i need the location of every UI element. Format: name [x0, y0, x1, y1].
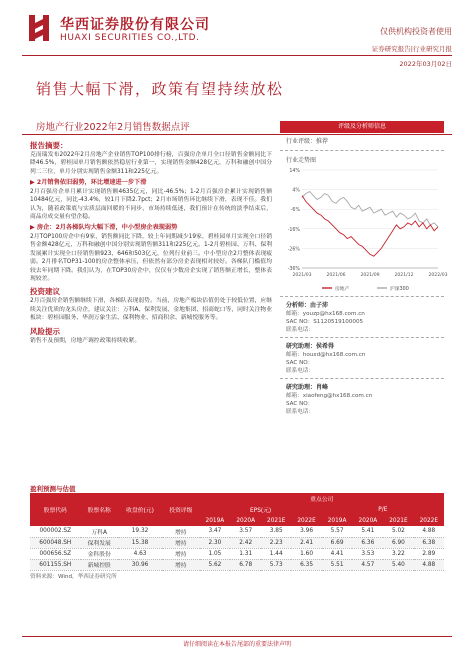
- rating-value: 推荐: [316, 138, 329, 145]
- report-type: 证券研究报告|行业研究月报: [371, 45, 452, 53]
- bullet-title-sales: ▶ 2月销售依旧弱势，环比增速进一步下滑: [30, 179, 147, 187]
- y-tick-label: 14%: [289, 169, 300, 174]
- legend-label: 房地产: [335, 287, 350, 292]
- bullet-text-developers: 2月TOP100房企中有9家，销售额同比下降，较上年同期减少19家，碧桂园单月实现全口径销售金额428亿元，万科和融创中国分别实现销售额311和225亿元。1-2月碧桂园、万科、保利发展累计实现全口径销售额923、646和503亿元，位列行业前三。中小型房企2月整体表现疲弱。2月排名TOP31-100的房企整体承压，但依然有部分房企表现相对较好。各梯队门槛值均较去年同期下降。我们认为，在TOP30房企中，仅仅有少数房企实现了销售额正增长，整体表现较差。: [30, 234, 272, 283]
- y-tick-label: -6%: [290, 208, 300, 214]
- company-name-cn: 华西证券股份有限公司: [60, 17, 210, 33]
- footer-divider: [22, 636, 452, 637]
- table-row: 601155.SH 新城控股 30.96 增持 5.62 6.78 5.73 6.35 5.51 4.57 5.40 4.88: [30, 559, 444, 570]
- series-line-房地产: [302, 196, 438, 257]
- huaxi-logo-icon: [28, 13, 50, 43]
- risk-text: 销售不及预期，房地产调控政策持续收紧。: [30, 337, 141, 344]
- trend-chart: [280, 166, 448, 296]
- trend-title: 行业走势图: [286, 157, 317, 164]
- x-tick-label: 2022/03: [428, 273, 448, 278]
- summary-intro: 克而瑞发布2022年2月房地产企业销售TOP100排行榜，百强房企单月全口径销售金额同比下降46.5%，碧桂园单月销售额依然稳居行业第一，实现销售金额428亿元，万科和融创中国分列二三位，单月分别实现销售金额311和225亿元。: [30, 152, 272, 175]
- summary-column: [30, 140, 272, 345]
- valuation-table: 重点公司 股票代码 股票名称 收盘价(元) 投资评级 EPS(元) P/E 2019A 2020A 2021E 2022E 2019A 2020A 2021E 2022E 000002.SZ 万科A 19.32 增持 3.47 3.57 3.85 3.96 5.57 5.41 5.02 4.88 600048.SH 保利发展 15.38 增持 2.30 2.42 2.23 2.41 6.69 6.36 6.90 6.38 000656.SZ 金科股份 4.63 增持 1.05 1.31 1.44 1.60 4.41 3.53 3.22 2.89 601155.SH 新城控股 30.96 增持 5.62 6.78 5.73 6.35 5.51 4.57 5.40 4.88: [30, 493, 444, 571]
- group-header: 重点公司: [200, 493, 444, 504]
- bullet-title-developers: ▶ 房企：2月各梯队均大幅下滑，中小型房企表现弱势: [30, 224, 178, 232]
- y-tick-label: -26%: [287, 247, 300, 253]
- table-row: 000656.SZ 金科股份 4.63 增持 1.05 1.31 1.44 1.60 4.41 3.53 3.22 2.89: [30, 548, 444, 559]
- table-row: 600048.SH 保利发展 15.38 增持 2.30 2.42 2.23 2.41 6.69 6.36 6.90 6.38: [30, 537, 444, 548]
- report-title: 销售大幅下滑，政策有望持续放松: [36, 80, 284, 98]
- col-price: 收盘价(元): [118, 504, 162, 515]
- col-rating: 投资评级: [162, 504, 199, 515]
- col-pe: P/E: [322, 504, 444, 515]
- tagline: 仅供机构投资者使用: [380, 27, 452, 36]
- invest-text: 2月百强房企销售额继续下滑，各梯队表现弱势。当前，房地产板块估值仍处于较低位置，应继续关注优质的龙头房企，建议关注：万科A、保利发展、金地集团、招商蛇口等，同时关注物业板块：碧桂园服务、华润万象生活、保利物业、招商积余、新城悦服务等。: [30, 298, 272, 322]
- analyst-2: 研究助理：侯希得 邮箱：houxd@hx168.com.cn SAC NO： 联系电话：: [280, 337, 444, 378]
- trend-chart-svg: [280, 166, 448, 296]
- x-tick-label: 2021/06: [326, 273, 346, 278]
- y-tick-label: 4%: [292, 188, 300, 194]
- analyst-email[interactable]: xiaofeng@hx168.com.cn: [302, 393, 373, 399]
- summary-heading: 报告摘要：: [30, 141, 68, 150]
- table-source: 资料来源：Wind，华西证券研究所: [30, 574, 117, 580]
- y-tick-label: -36%: [287, 267, 300, 272]
- analyst-1: 分析师：由子沛 邮箱：youzp@hx168.com.cn SAC NO：S1120519100005 联系电话：: [280, 296, 444, 337]
- bullet-text-sales: 2月百强房企单月累计实现销售额4635亿元，同比-46.5%；1-2月百强房企累计实现销售额10484亿元，同比-43.4%，较1月下降2.7pct；2月市场销售环比继续下滑，表现不佳。我们认为，随着政策底与实质层面回暖的不同步，市场持续低迷，我们预计在传统的淡季结束后，商品房成交量有望企稳。: [30, 188, 272, 221]
- report-date: 2022年03月02日: [399, 60, 452, 68]
- col-code: 股票代码: [30, 504, 81, 515]
- industry-rating: [280, 133, 444, 151]
- table-row: 000002.SZ 万科A 19.32 增持 3.47 3.57 3.85 3.96 5.57 5.41 5.02 4.88: [30, 526, 444, 537]
- analyst-email[interactable]: houxd@hx168.com.cn: [302, 352, 366, 358]
- col-eps: EPS(元): [200, 504, 322, 515]
- col-name: 股票名称: [81, 504, 118, 515]
- company-name-en: HUAXI SECURITIES CO.,LTD.: [60, 33, 200, 43]
- x-tick-label: 2021/03: [292, 273, 312, 278]
- analyst-email[interactable]: youzp@hx168.com.cn: [302, 311, 365, 317]
- analyst-sac: S1120519100005: [313, 319, 364, 325]
- analyst-3: 研究助理：肖峰 邮箱：xiaofeng@hx168.com.cn SAC NO： 联系电话：: [280, 378, 444, 419]
- invest-heading: 投资建议: [30, 287, 60, 297]
- rating-label: 行业评级：: [286, 138, 317, 145]
- legend-label: 沪深300: [390, 287, 409, 292]
- x-tick-label: 2021/12: [394, 273, 414, 278]
- analyst-bar: 评级及分析师信息: [280, 121, 444, 133]
- risk-heading: 风险提示: [30, 326, 60, 336]
- report-subtitle: 房地产行业2022年2月销售数据点评: [36, 122, 190, 133]
- analyst-name: 侯希得: [316, 343, 335, 350]
- y-tick-label: -16%: [287, 227, 300, 233]
- table-title: 盈利预测与估值: [30, 485, 76, 493]
- header-divider: [22, 55, 452, 56]
- sidebar: [280, 121, 448, 419]
- footer-disclaimer: 请仔细阅读在本报告尾部的重要法律声明: [182, 641, 291, 648]
- analyst-name: 肖峰: [316, 384, 329, 391]
- analyst-name: 由子沛: [310, 302, 329, 309]
- x-tick-label: 2021/09: [360, 273, 380, 278]
